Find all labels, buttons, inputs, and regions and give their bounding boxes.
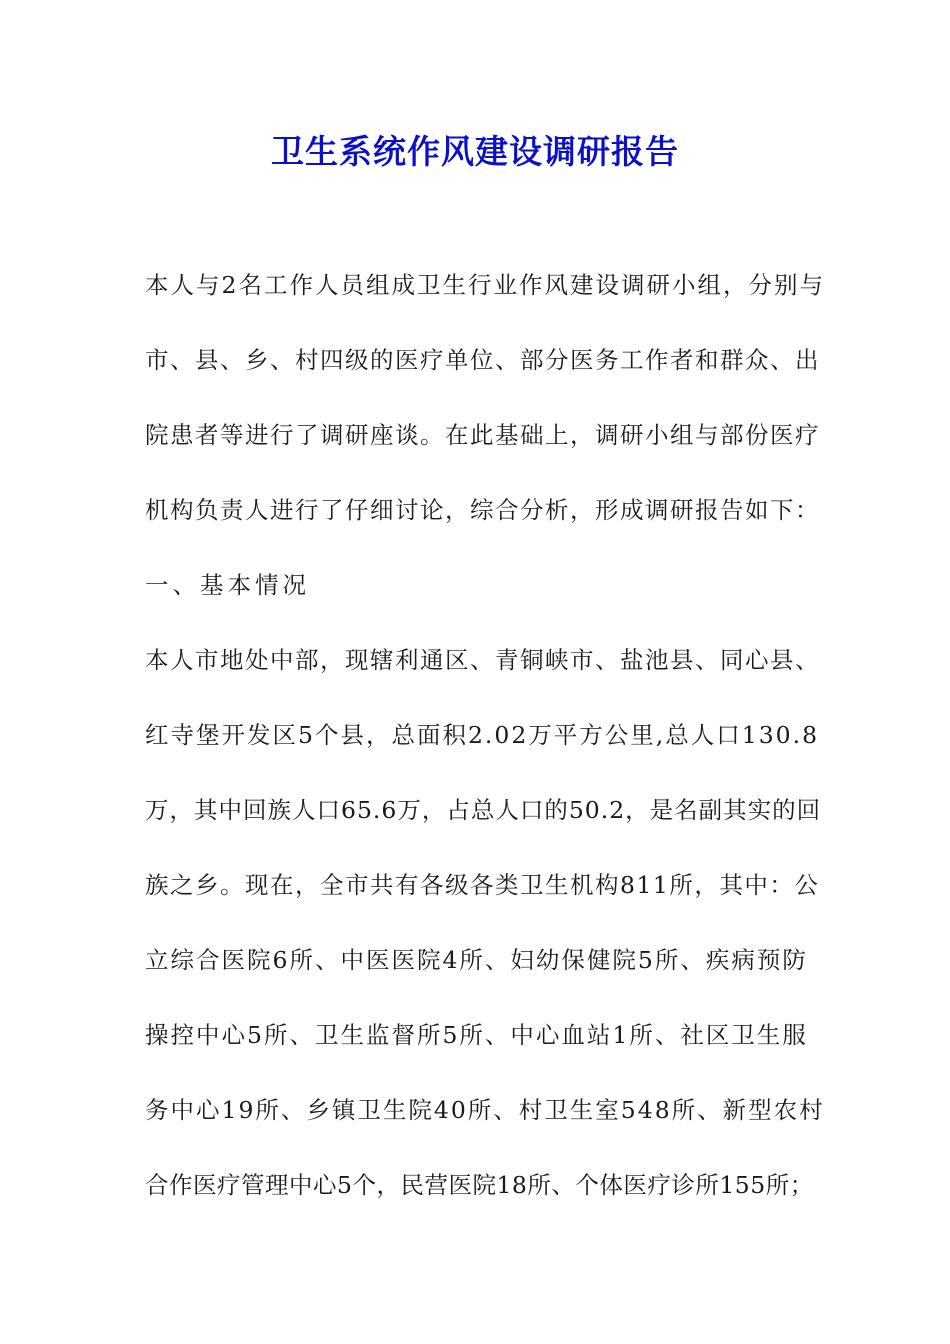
paragraph-line: 院患者等进行了调研座谈。在此基础上，调研小组与部份医疗 (145, 421, 820, 449)
paragraph-line: 本人市地处中部，现辖利通区、青铜峡市、盐池县、同心县、 (145, 646, 820, 674)
paragraph-line: 操控中心5所、卫生监督所5所、中心血站1所、社区卫生服 (145, 1021, 808, 1049)
document-title: 卫生系统作风建设调研报告 (271, 132, 679, 171)
paragraph-line: 本人与2名工作人员组成卫生行业作风建设调研小组，分别与 (145, 271, 825, 299)
paragraph-line: 红寺堡开发区5个县，总面积2.02万平方公里,总人口130.8 (145, 721, 820, 749)
paragraph-line: 万，其中回族人口65.6万，占总人口的50.2，是名副其实的回 (145, 796, 822, 824)
paragraph-line: 务中心19所、乡镇卫生院40所、村卫生室548所、新型农村 (145, 1096, 825, 1124)
paragraph-line: 族之乡。现在，全市共有各级各类卫生机构811所，其中：公 (145, 871, 820, 899)
paragraph-line: 合作医疗管理中心5个，民营医院18所、个体医疗诊所155所； (145, 1171, 814, 1199)
paragraph-line: 立综合医院6所、中医医院4所、妇幼保健院5所、疾病预防 (145, 946, 808, 974)
section-heading: 一、基本情况 (145, 571, 310, 599)
paragraph-line: 市、县、乡、村四级的医疗单位、部分医务工作者和群众、出 (145, 346, 820, 374)
paragraph-line: 机构负责人进行了仔细讨论，综合分析，形成调研报告如下： (145, 496, 820, 524)
